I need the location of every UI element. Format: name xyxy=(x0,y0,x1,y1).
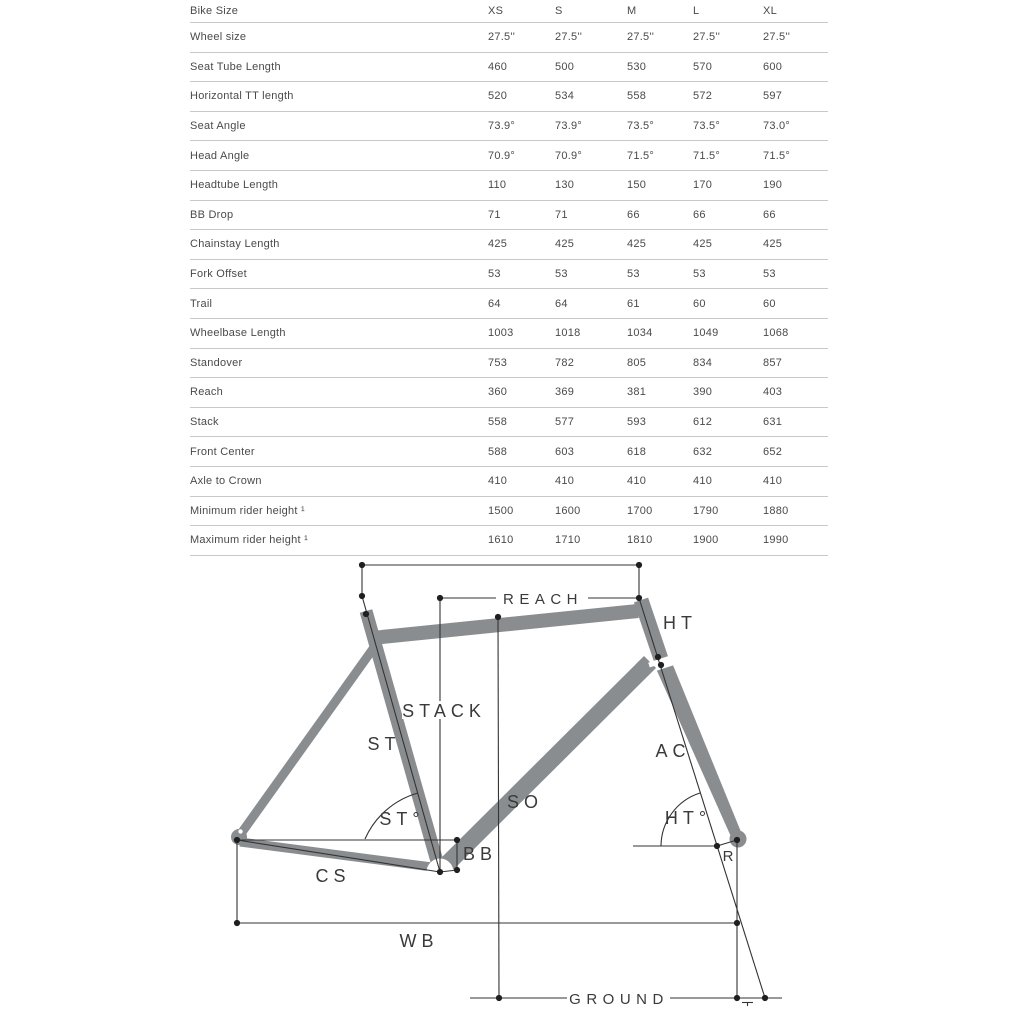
seat-stay-tube xyxy=(240,646,375,835)
cell-value-xl: 1990 xyxy=(763,534,789,547)
cell-value-l: 1900 xyxy=(693,534,719,547)
cell-value-xl: 190 xyxy=(763,179,783,192)
dot xyxy=(734,837,740,843)
cell-value-xl: 53 xyxy=(763,268,776,281)
label-bb: BB xyxy=(462,844,498,864)
cell-value-xs: 460 xyxy=(488,60,508,73)
cell-value-s: 603 xyxy=(555,445,575,458)
chain-stay-tube xyxy=(240,842,432,867)
dot xyxy=(454,867,460,873)
cell-value-xs: 520 xyxy=(488,90,508,103)
dot xyxy=(655,654,661,660)
cell-value-xs: 70.9° xyxy=(488,149,516,162)
cell-value-m: 805 xyxy=(627,356,647,369)
top-tube xyxy=(372,611,638,638)
header-size-m: M xyxy=(627,5,637,17)
dot xyxy=(359,562,365,568)
cell-value-m: 27.5'' xyxy=(627,31,655,44)
cell-value-s: 500 xyxy=(555,60,575,73)
row-label: Maximum rider height ¹ xyxy=(190,534,308,547)
label-so: SO xyxy=(506,792,544,812)
cell-value-xl: 60 xyxy=(763,297,776,310)
label-ground: GROUND xyxy=(569,991,669,1008)
cell-value-xl: 73.0° xyxy=(763,120,791,133)
cell-value-l: 572 xyxy=(693,90,713,103)
cell-value-xl: 652 xyxy=(763,445,783,458)
cell-value-xs: 588 xyxy=(488,445,508,458)
cell-value-s: 577 xyxy=(555,416,575,429)
cell-value-s: 73.9° xyxy=(555,120,583,133)
cell-value-l: 60 xyxy=(693,297,706,310)
cell-value-l: 71.5° xyxy=(693,149,721,162)
cell-value-xl: 71.5° xyxy=(763,149,791,162)
cell-value-l: 73.5° xyxy=(693,120,721,133)
header-size-xs: XS xyxy=(488,5,504,17)
cell-value-m: 593 xyxy=(627,416,647,429)
cell-value-s: 71 xyxy=(555,208,568,221)
cell-value-l: 27.5'' xyxy=(693,31,721,44)
down-tube xyxy=(443,662,650,868)
cell-value-l: 425 xyxy=(693,238,713,251)
label-st: ST xyxy=(367,734,401,754)
cell-value-s: 27.5'' xyxy=(555,31,583,44)
cell-value-xl: 27.5'' xyxy=(763,31,791,44)
dot xyxy=(437,869,443,875)
cell-value-l: 170 xyxy=(693,179,713,192)
header-size-xl: XL xyxy=(763,5,777,17)
cell-value-xl: 425 xyxy=(763,238,783,251)
label-st-angle: ST° xyxy=(379,809,425,829)
measurement-lines xyxy=(237,565,782,1006)
row-label: Wheelbase Length xyxy=(190,327,286,340)
cell-value-m: 1700 xyxy=(627,504,653,517)
cell-value-m: 425 xyxy=(627,238,647,251)
cell-value-s: 53 xyxy=(555,268,568,281)
cell-value-l: 53 xyxy=(693,268,706,281)
cell-value-xs: 73.9° xyxy=(488,120,516,133)
cell-value-m: 73.5° xyxy=(627,120,655,133)
cell-value-m: 1810 xyxy=(627,534,653,547)
dot xyxy=(734,995,740,1001)
dot xyxy=(234,837,240,843)
row-label: Stack xyxy=(190,416,219,429)
cell-value-s: 70.9° xyxy=(555,149,583,162)
label-ac: AC xyxy=(655,741,691,761)
cell-value-xs: 64 xyxy=(488,297,501,310)
dot xyxy=(734,920,740,926)
label-cs: CS xyxy=(315,866,351,886)
cell-value-xl: 66 xyxy=(763,208,776,221)
cell-value-m: 381 xyxy=(627,386,647,399)
row-label: Standover xyxy=(190,356,243,369)
dot xyxy=(496,995,502,1001)
cell-value-m: 53 xyxy=(627,268,640,281)
cell-value-xs: 1003 xyxy=(488,327,514,340)
head-tube xyxy=(641,600,661,659)
label-stack: STACK xyxy=(402,701,486,721)
dot xyxy=(454,837,460,843)
label-reach: REACH xyxy=(502,591,584,608)
label-wb: WB xyxy=(399,931,439,951)
cell-value-l: 1049 xyxy=(693,327,719,340)
cell-value-s: 369 xyxy=(555,386,575,399)
cell-value-m: 558 xyxy=(627,90,647,103)
cell-value-xs: 1610 xyxy=(488,534,514,547)
cell-value-xl: 1880 xyxy=(763,504,789,517)
cell-value-xs: 110 xyxy=(488,179,507,192)
dot xyxy=(714,843,720,849)
cell-value-s: 1018 xyxy=(555,327,581,340)
cell-value-s: 64 xyxy=(555,297,568,310)
cell-value-s: 410 xyxy=(555,475,575,488)
cell-value-m: 618 xyxy=(627,445,647,458)
cell-value-s: 1710 xyxy=(555,534,581,547)
cell-value-s: 130 xyxy=(555,179,575,192)
header-size-l: L xyxy=(693,5,700,17)
cell-value-xl: 410 xyxy=(763,475,783,488)
rear-dropout-hole xyxy=(238,829,242,833)
cell-value-l: 410 xyxy=(693,475,713,488)
dot xyxy=(363,611,369,617)
cell-value-xs: 558 xyxy=(488,416,508,429)
cell-value-m: 530 xyxy=(627,60,647,73)
row-label: Trail xyxy=(190,297,213,310)
label-r: R xyxy=(722,848,734,865)
cell-value-xs: 1500 xyxy=(488,504,514,517)
cell-value-xs: 410 xyxy=(488,475,508,488)
cell-value-xs: 360 xyxy=(488,386,508,399)
cell-value-m: 61 xyxy=(627,297,640,310)
cell-value-m: 1034 xyxy=(627,327,653,340)
dot xyxy=(636,562,642,568)
cell-value-l: 632 xyxy=(693,445,713,458)
cell-value-l: 66 xyxy=(693,208,706,221)
cell-value-l: 390 xyxy=(693,386,713,399)
row-label: Head Angle xyxy=(190,149,250,162)
cell-value-xs: 753 xyxy=(488,356,508,369)
dot xyxy=(234,920,240,926)
cell-value-l: 1790 xyxy=(693,504,719,517)
cell-value-xs: 425 xyxy=(488,238,508,251)
cell-value-xl: 631 xyxy=(763,416,783,429)
label-ht: HT xyxy=(663,613,697,633)
cell-value-xs: 53 xyxy=(488,268,501,281)
cell-value-xl: 597 xyxy=(763,90,783,103)
row-label: Wheel size xyxy=(190,31,247,44)
row-label: Axle to Crown xyxy=(190,475,262,488)
cell-value-xl: 1068 xyxy=(763,327,789,340)
row-label: Seat Angle xyxy=(190,120,246,133)
dot xyxy=(495,614,501,620)
row-label: Minimum rider height ¹ xyxy=(190,504,305,517)
dot xyxy=(359,593,365,599)
cell-value-l: 834 xyxy=(693,356,713,369)
cell-value-m: 66 xyxy=(627,208,640,221)
row-label: Seat Tube Length xyxy=(190,60,281,73)
cell-value-m: 150 xyxy=(627,179,647,192)
label-ht-angle: HT° xyxy=(664,808,712,828)
dot xyxy=(658,662,664,668)
row-label: Horizontal TT length xyxy=(190,90,294,103)
cell-value-xs: 71 xyxy=(488,208,501,221)
header-size-s: S xyxy=(555,5,563,17)
row-label: Front Center xyxy=(190,445,255,458)
row-label: Reach xyxy=(190,386,224,399)
header-bike-size: Bike Size xyxy=(190,5,239,17)
cell-value-s: 782 xyxy=(555,356,575,369)
dot xyxy=(762,995,768,1001)
cell-value-xl: 403 xyxy=(763,386,783,399)
cell-value-s: 425 xyxy=(555,238,575,251)
row-label: Chainstay Length xyxy=(190,238,280,251)
cell-value-m: 71.5° xyxy=(627,149,655,162)
cell-value-l: 612 xyxy=(693,416,713,429)
cell-value-m: 410 xyxy=(627,475,647,488)
row-label: Headtube Length xyxy=(190,179,279,192)
row-label: Fork Offset xyxy=(190,268,247,281)
cell-value-l: 570 xyxy=(693,60,713,73)
row-label: BB Drop xyxy=(190,208,234,221)
cell-value-xl: 600 xyxy=(763,60,783,73)
cell-value-xl: 857 xyxy=(763,356,783,369)
cell-value-xs: 27.5'' xyxy=(488,31,516,44)
dot xyxy=(437,595,443,601)
standover-line xyxy=(498,617,499,998)
cell-value-s: 1600 xyxy=(555,504,581,517)
cell-value-s: 534 xyxy=(555,90,575,103)
dot xyxy=(636,595,642,601)
